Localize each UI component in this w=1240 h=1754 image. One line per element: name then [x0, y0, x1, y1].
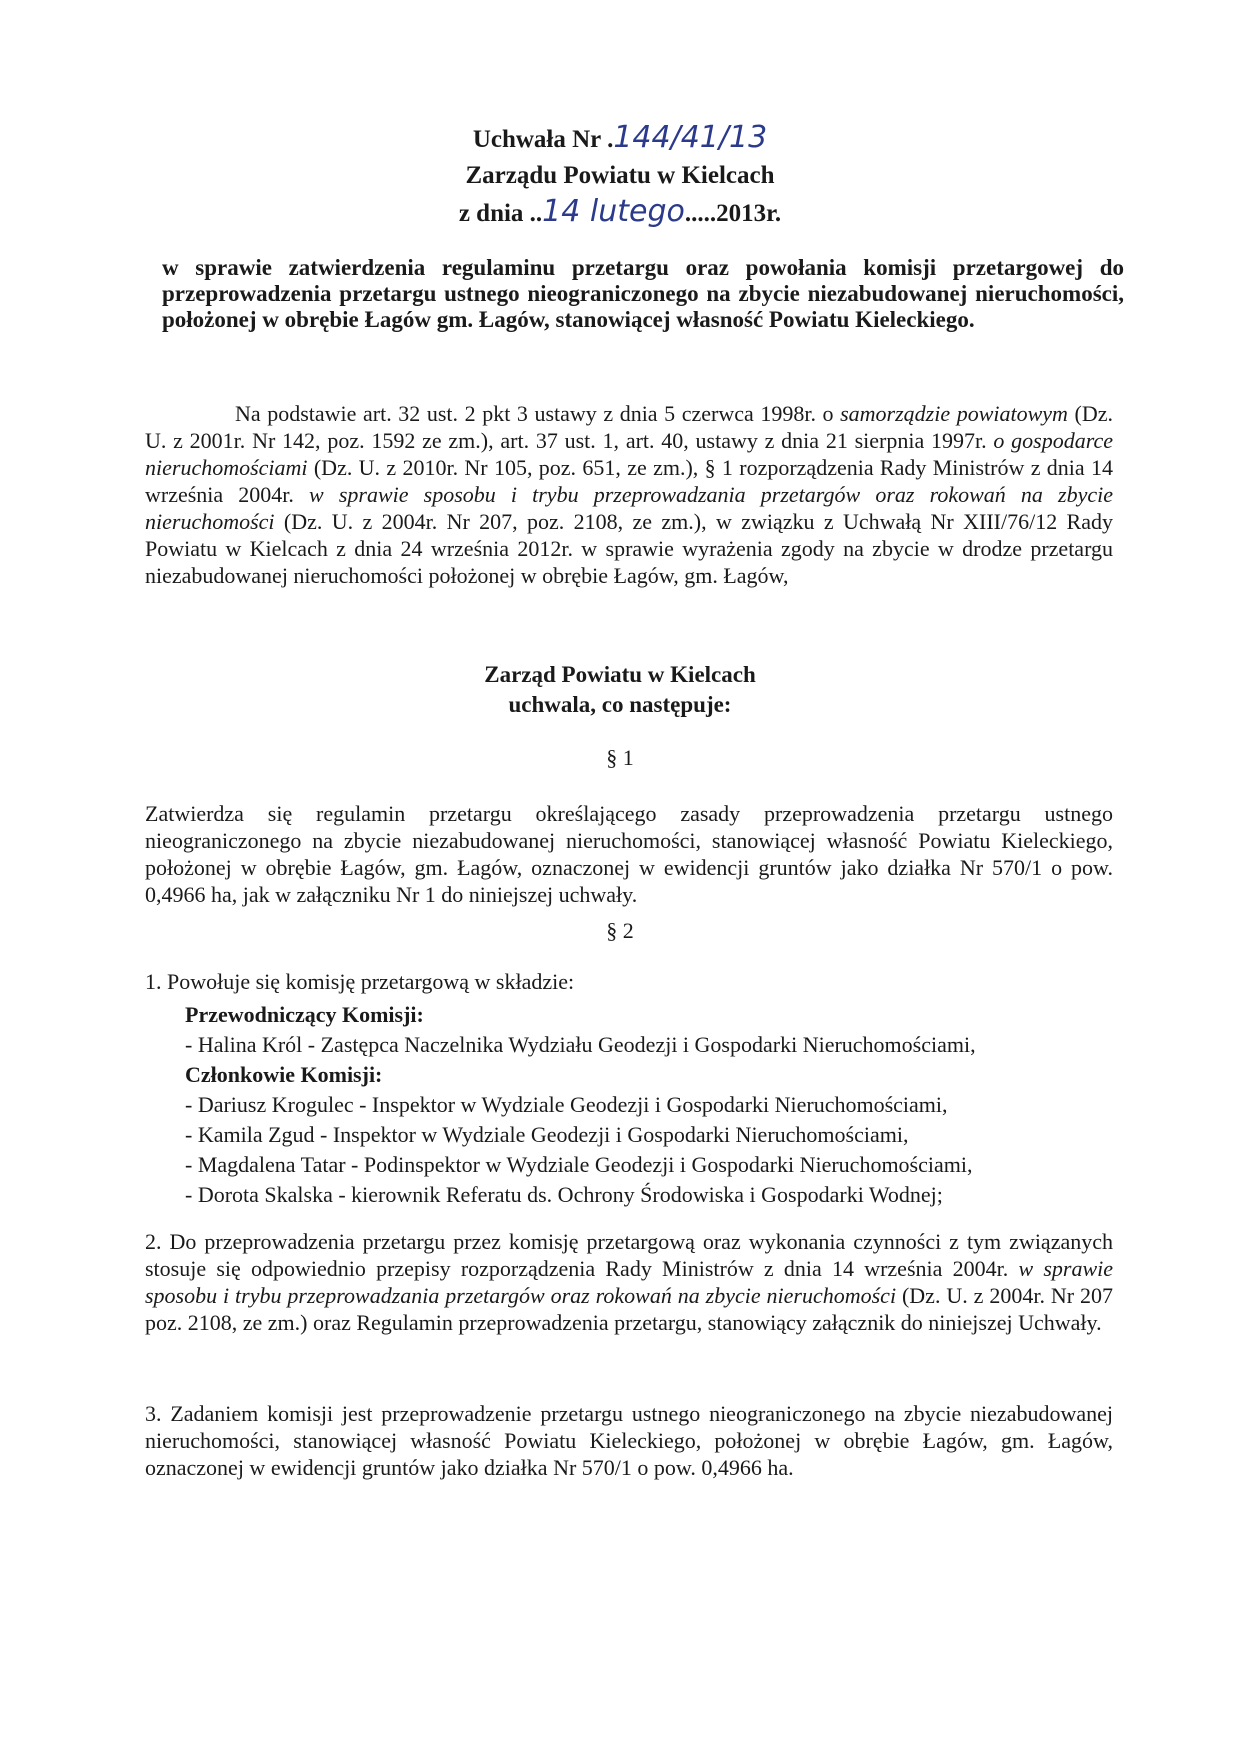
- point-2-text-2: (Dz. U. z 2004r. Nr 207 poz. 2108, ze zm.) oraz Regulamin przeprowadzenia przetargu, stanowiący załącznik do niniejszej Uchwały.: [145, 1283, 1113, 1335]
- chair-entry: - Halina Król - Zastępca Naczelnika Wydziału Geodezji i Gospodarki Nieruchomościami,: [185, 1032, 976, 1057]
- legal-basis-italic-2: o gospodarce nieruchomościami: [145, 428, 1113, 480]
- legal-basis-text-2: (Dz. U. z 2001r. Nr 142, poz. 1592 ze zm.), art. 37 ust. 1, art. 40, ustawy z dnia 21 sierpnia 1997r.: [145, 401, 1113, 453]
- section-1-label: § 1: [606, 745, 634, 770]
- section-2-point-2: [145, 1228, 1113, 1336]
- section-2-point-3: 3. Zadaniem komisji jest przeprowadzenie przetargu ustnego nieograniczonego na zbycie niezabudowanej nieruchomości, stanowiącej własność Powiatu Kieleckiego, położonej w obrębie Łagów, gm. Łagów, oznaczonej w ewidencji gruntów jako działka Nr 570/1 o pow. 0,4966 ha.: [145, 1401, 1113, 1480]
- resolve-heading: [0, 660, 1240, 720]
- resolution-number-handwritten: 144/41/13: [613, 120, 768, 155]
- resolve-heading-line-1: Zarząd Powiatu w Kielcach: [484, 662, 756, 687]
- issuer-line: Zarządu Powiatu w Kielcach: [465, 162, 775, 189]
- legal-basis-text-4: (Dz. U. z 2004r. Nr 207, poz. 2108, ze zm.), w związku z Uchwałą Nr XIII/76/12 Rady Powiatu w Kielcach z dnia 24 września 2012r. w sprawie wyrażenia zgody na zbycie w drodze przetargu niezabudowanej nieruchomości położonej w obrębie Łagów, gm. Łagów,: [145, 509, 1113, 588]
- member-entry: - Magdalena Tatar - Podinspektor w Wydziale Geodezji i Gospodarki Nieruchomościami,: [185, 1152, 973, 1177]
- member-entry: - Dariusz Krogulec - Inspektor w Wydziale Geodezji i Gospodarki Nieruchomościami,: [185, 1092, 948, 1117]
- resolution-number-line: [0, 120, 1240, 158]
- section-1-text: Zatwierdza się regulamin przetargu określającego zasady przeprowadzenia przetargu ustnego nieograniczonego na zbycie niezabudowanej nieruchomości, stanowiącej własność Powiatu Kieleckiego, położonej w obrębie Łagów, gm. Łagów, oznaczonej w ewidencji gruntów jako działka Nr 570/1 o pow. 0,4966 ha, jak w załączniku Nr 1 do niniejszej uchwały.: [145, 801, 1113, 907]
- date-year: .....2013r.: [684, 200, 782, 227]
- resolution-number-label: Uchwała Nr .: [472, 126, 614, 153]
- member-entry: - Dorota Skalska - kierownik Referatu ds. Ochrony Środowiska i Gospodarki Wodnej;: [185, 1182, 943, 1207]
- point-2-italic: w sprawie sposobu i trybu przeprowadzania przetargów oraz rokowań na zbycie nieruchomości: [145, 1256, 1113, 1308]
- legal-basis-text-1: Na podstawie art. 32 ust. 2 pkt 3 ustawy z dnia 5 czerwca 1998r. o: [235, 401, 841, 426]
- legal-basis-italic-1: samorządzie powiatowym: [840, 401, 1068, 426]
- chair-heading: Przewodniczący Komisji:: [185, 1002, 424, 1027]
- date-line: [0, 194, 1240, 232]
- resolve-heading-line-2: uchwala, co następuje:: [508, 692, 732, 717]
- point-2-text-1: 2. Do przeprowadzenia przetargu przez komisję przetargową oraz wykonania czynności z tym związanych stosuje się odpowiednio przepisy rozporządzenia Rady Ministrów z dnia 14 września 2004r.: [145, 1229, 1113, 1281]
- member-entry: - Kamila Zgud - Inspektor w Wydziale Geodezji i Gospodarki Nieruchomościami,: [185, 1122, 909, 1147]
- date-handwritten: 14 lutego: [542, 194, 685, 229]
- section-2-point-1: 1. Powołuje się komisję przetargową w składzie:: [145, 969, 575, 994]
- resolution-subject: w sprawie zatwierdzenia regulaminu przetargu oraz powołania komisji przetargowej do przeprowadzenia przetargu ustnego nieograniczonego na zbycie niezabudowanej nieruchomości, położonej w obrębie Łagów gm. Łagów, stanowiącej własność Powiatu Kieleckiego.: [162, 255, 1124, 332]
- members-heading: Członkowie Komisji:: [185, 1062, 383, 1087]
- committee-list: [185, 1000, 1115, 1210]
- legal-basis-italic-3: w sprawie sposobu i trybu przeprowadzania przetargów oraz rokowań na zbycie nieruchomości: [145, 482, 1113, 534]
- resolution-header: [0, 120, 1240, 232]
- date-label: z dnia ..: [458, 200, 543, 227]
- legal-basis-paragraph: [145, 400, 1113, 589]
- legal-basis-text-3: (Dz. U. z 2010r. Nr 105, poz. 651, ze zm.), § 1 rozporządzenia Rady Ministrów z dnia 14 września 2004r.: [145, 455, 1113, 507]
- section-2-label: § 2: [606, 918, 634, 943]
